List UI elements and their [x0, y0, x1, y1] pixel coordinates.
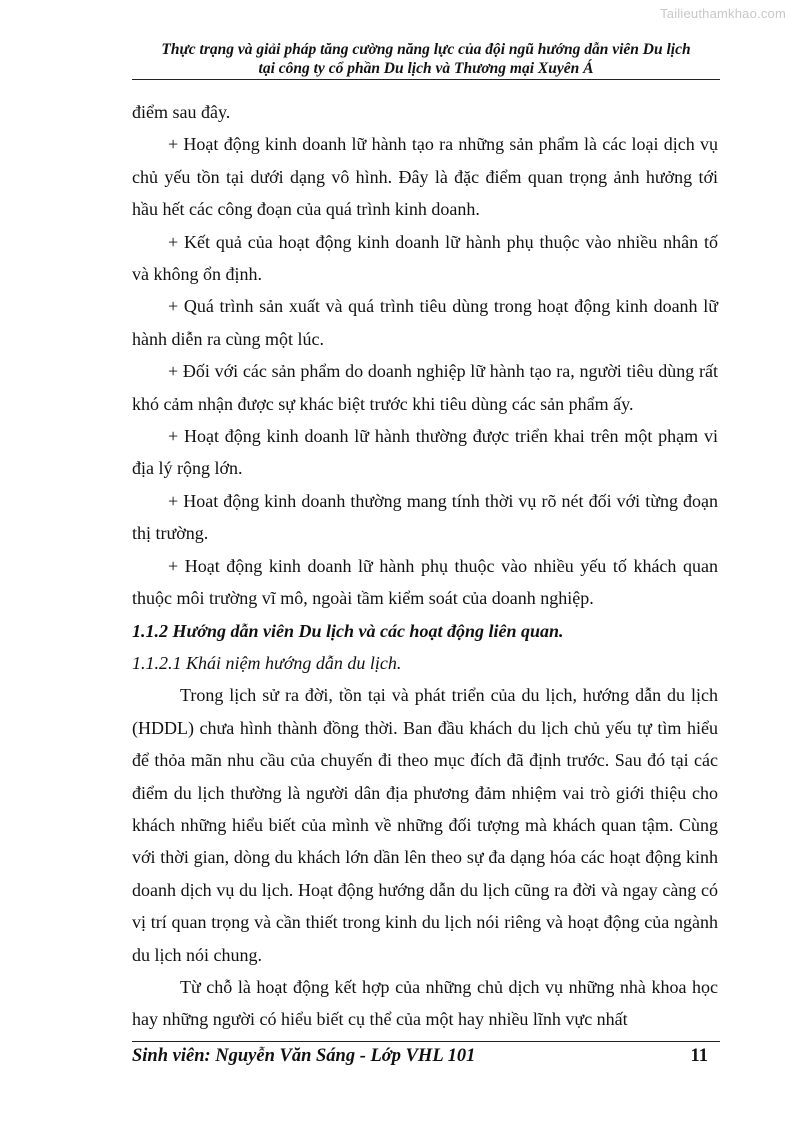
body-paragraph: Trong lịch sử ra đời, tồn tại và phát triển của du lịch, hướng dẫn du lịch (HDDL) chưa hình thành đồng thời. Ban đầu khách du lịch chủ yếu tự tìm hiểu để thỏa mãn nhu cầu của chuyến đi theo mục đích đã định trước. Sau đó tại các điểm du lịch thường là người dân địa phương đảm nhiệm vai trò giới thiệu cho khách những hiểu biết của mình về những đối tượng mà khách quan tậm. Cùng với thời gian, dòng du khách lớn dần lên theo sự đa dạng hóa các hoạt động kinh doanh dịch vụ du lịch. Hoạt động hướng dẫn du lịch cũng ra đời và ngay càng có vị trí quan trọng và cần thiết trong kinh du lịch nói riêng và hoạt động của ngành du lịch nói chung. — [132, 685, 718, 965]
intro-line: điểm sau đây. — [132, 102, 231, 122]
bullet-paragraph: + Hoạt động kinh doanh lữ hành tạo ra những sản phẩm là các loại dịch vụ chủ yếu tồn tại dưới dạng vô hình. Đây là đặc điểm quan trọng ảnh hưởng tới hầu hết các công đoạn của quá trình kinh doanh. — [132, 134, 718, 220]
header-line-1: Thực trạng và giải pháp tăng cường năng lực của đội ngũ hướng dẫn viên Du lịch — [161, 41, 691, 58]
bullet-paragraph: + Hoat động kinh doanh thường mang tính thời vụ rõ nét đối với từng đoạn thị trường. — [132, 490, 718, 544]
watermark-text: Tailieuthamkhao.com — [660, 6, 786, 21]
running-footer — [132, 1046, 720, 1067]
section-heading: 1.1.2 Hướng dẫn viên Du lịch và các hoạt động liên quan. — [132, 620, 564, 641]
footer-divider — [132, 1041, 720, 1042]
footer-author: Sinh viên: Nguyễn Văn Sáng - Lớp VHL 101 — [132, 1046, 476, 1066]
header-line-2: tại công ty cổ phần Du lịch và Thương mại Xuyên Á — [258, 60, 594, 77]
running-header — [132, 40, 720, 78]
bullet-paragraph: + Hoạt động kinh doanh lữ hành phụ thuộc vào nhiều yếu tố khách quan thuộc môi trường vĩ mô, ngoài tầm kiểm soát của doanh nghiệp. — [132, 555, 718, 609]
bullet-paragraph: + Quá trình sản xuất và quá trình tiêu dùng trong hoạt động kinh doanh lữ hành diễn ra cùng một lúc. — [132, 296, 718, 349]
header-divider — [132, 79, 720, 80]
page-body — [132, 96, 718, 1036]
page-number: 11 — [690, 1046, 708, 1066]
bullet-paragraph: + Hoạt động kinh doanh lữ hành thường được triển khai trên một phạm vi địa lý rộng lớn. — [132, 426, 718, 479]
subsection-heading: 1.1.2.1 Khái niệm hướng dẫn du lịch. — [132, 652, 402, 673]
bullet-paragraph: + Đối với các sản phẩm do doanh nghiệp lữ hành tạo ra, người tiêu dùng rất khó cảm nhận được sự khác biệt trước khi tiêu dùng các sản phẩm ấy. — [132, 361, 718, 414]
bullet-paragraph: + Kết quả của hoạt động kinh doanh lữ hành phụ thuộc vào nhiều nhân tố và không ổn định. — [132, 231, 718, 285]
body-paragraph: Từ chỗ là hoạt động kết hợp của những chủ dịch vụ những nhà khoa học hay những người có hiểu biết cụ thể của một hay nhiều lĩnh vực nhất — [132, 976, 718, 1030]
